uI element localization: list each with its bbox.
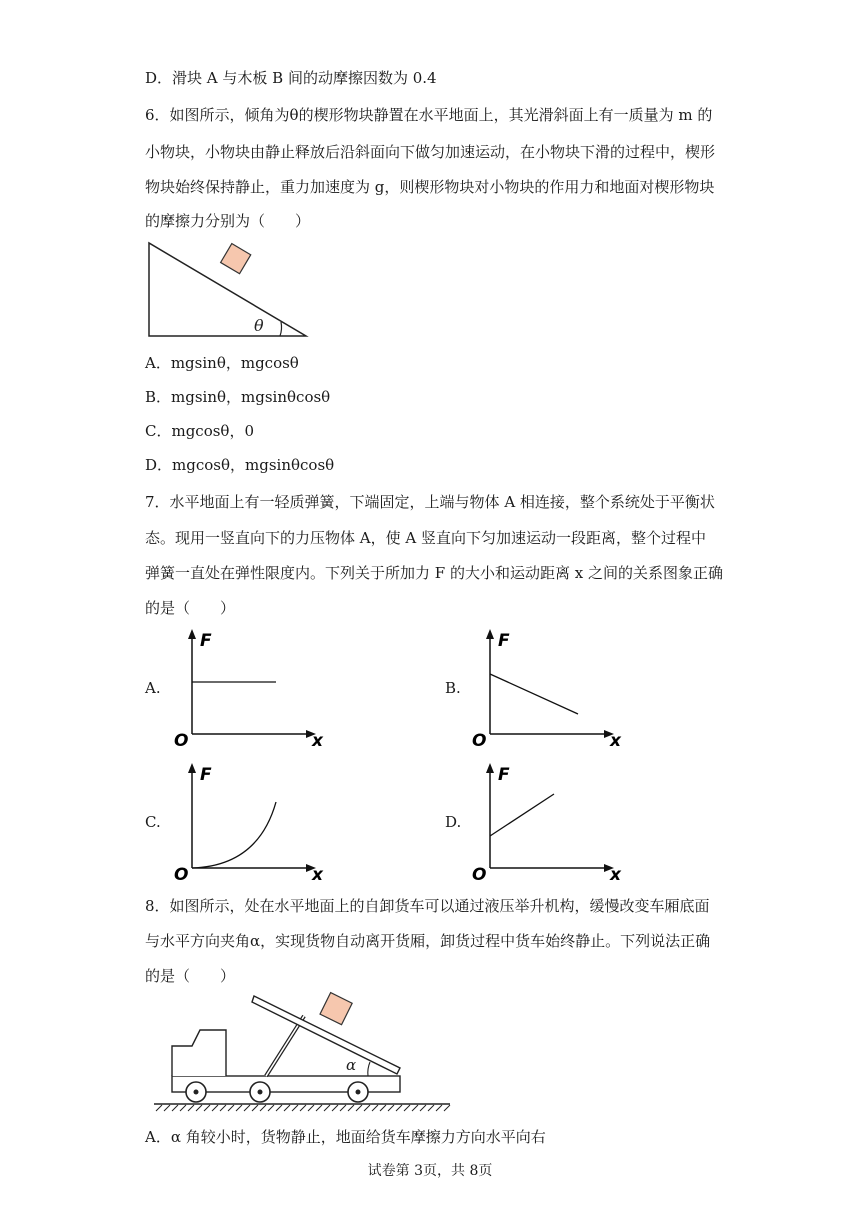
graph-b-x-label: x <box>610 731 621 748</box>
q8-dump-truck-figure <box>148 990 458 1112</box>
q7-line-3: 弹簧一直处在弹性限度内。下列关于所加力 F 的大小和运动距离 x 之间的关系图象正确 <box>145 564 723 582</box>
cargo-block <box>320 993 352 1025</box>
q8-option-a: A．α 角较小时，货物静止，地面给货车摩擦力方向水平向右 <box>145 1128 546 1146</box>
q7-line-4: 的是（ ） <box>145 599 236 617</box>
q7-graph-label-b: B. <box>445 679 461 697</box>
graph-c-x-label: x <box>312 865 323 882</box>
q7-line-1: 7．水平地面上有一轻质弹簧，下端固定，上端与物体 A 相连接，整个系统处于平衡状 <box>145 493 715 511</box>
small-block <box>221 244 251 274</box>
graph-d-origin: O <box>472 865 487 882</box>
q6-line-3: 物块始终保持静止，重力加速度为 g，则楔形物块对小物块的作用力和地面对楔形物块 <box>145 178 715 196</box>
page-footer: 试卷第 3页，共 8页 <box>367 1163 493 1179</box>
q8-line-1: 8．如图所示，处在水平地面上的自卸货车可以通过液压举升机构，缓慢改变车厢底面 <box>145 897 710 915</box>
q7-line-2: 态。现用一竖直向下的力压物体 A，使 A 竖直向下匀加速运动一段距离，整个过程中 <box>145 529 706 547</box>
q6-line-1: 6．如图所示，倾角为θ的楔形物块静置在水平地面上，其光滑斜面上有一质量为 m 的 <box>145 106 713 124</box>
q7-graph-b <box>466 626 626 748</box>
graph-d-x-label: x <box>610 865 621 882</box>
ground-hatch <box>156 1105 450 1111</box>
graph-c-origin: O <box>174 865 189 882</box>
angle-arc <box>280 322 282 336</box>
graph-b-origin: O <box>472 731 487 748</box>
graph-a-x-label: x <box>312 731 323 748</box>
q6-option-a: A．mgsinθ，mgcosθ <box>145 354 299 372</box>
graph-c-curve <box>192 802 276 868</box>
graph-c-y-label: F <box>200 765 212 785</box>
graph-a-y-label: F <box>200 631 212 651</box>
q7-graph-a <box>168 626 328 748</box>
q7-graph-d <box>466 760 626 882</box>
q7-graph-c <box>168 760 328 882</box>
q6-line-4: 的摩擦力分别为（ ） <box>145 212 311 230</box>
angle-arc <box>368 1062 370 1076</box>
graph-d-y-label: F <box>498 765 510 785</box>
q8-angle-label: α <box>346 1056 357 1074</box>
graph-d-curve <box>490 794 554 836</box>
graph-b-y-label: F <box>498 631 510 651</box>
q7-graph-label-a: A. <box>145 679 161 697</box>
graph-a-origin: O <box>174 731 189 748</box>
q7-graph-label-d: D. <box>445 813 462 831</box>
q6-line-2: 小物块，小物块由静止释放后沿斜面向下做匀加速运动，在小物块下滑的过程中，楔形 <box>145 143 716 161</box>
q5-option-d: D．滑块 A 与木板 B 间的动摩擦因数为 0.4 <box>145 69 437 87</box>
q6-wedge-figure <box>140 238 315 340</box>
q6-option-d: D．mgcosθ，mgsinθcosθ <box>145 456 335 474</box>
graph-b-curve <box>490 674 578 714</box>
q6-option-c: C．mgcosθ，0 <box>145 422 255 440</box>
q6-option-b: B．mgsinθ，mgsinθcosθ <box>145 388 331 406</box>
q6-angle-label: θ <box>254 316 264 335</box>
q7-graph-label-c: C. <box>145 813 161 831</box>
q8-line-2: 与水平方向夹角α，实现货物自动离开货厢，卸货过程中货车始终静止。下列说法正确 <box>145 932 711 950</box>
q8-line-3: 的是（ ） <box>145 967 236 985</box>
truck-cab <box>172 1030 226 1076</box>
